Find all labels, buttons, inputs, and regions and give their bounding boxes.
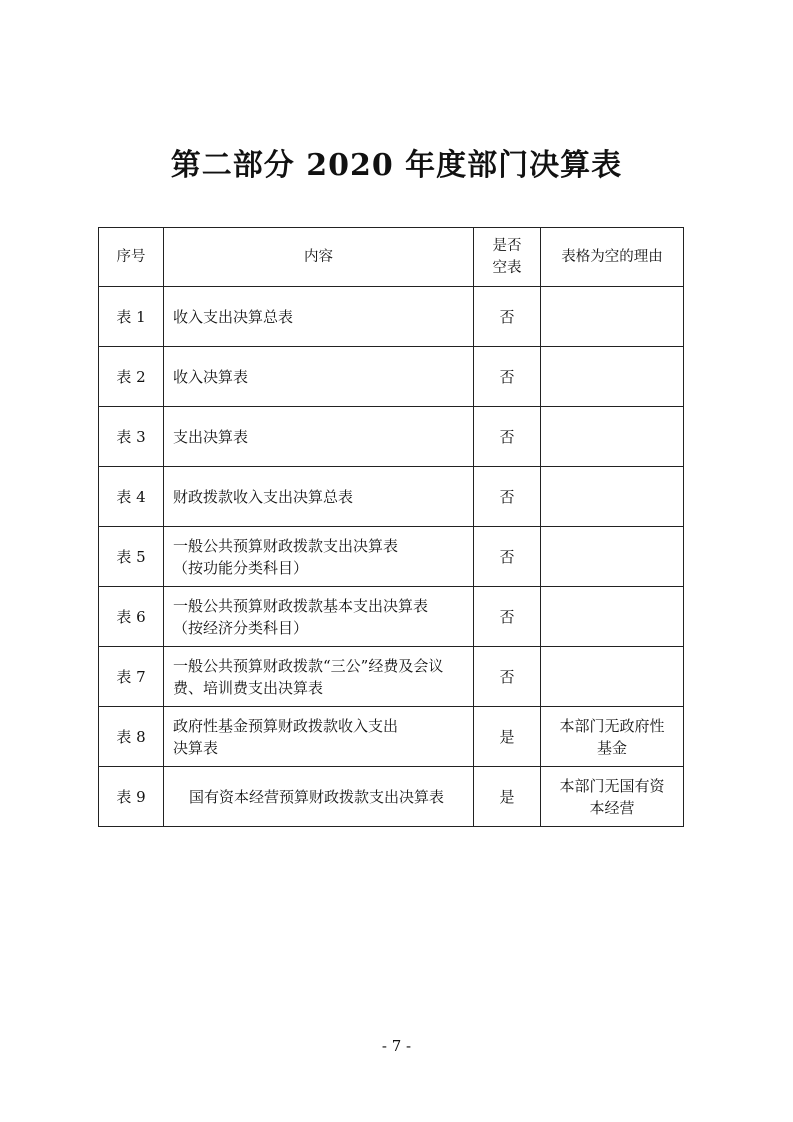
row-seq: 表 6 bbox=[99, 587, 164, 647]
row-content-line1: 收入支出决算总表 bbox=[173, 307, 294, 326]
budget-table bbox=[98, 227, 684, 827]
table-row bbox=[99, 767, 684, 827]
row-content bbox=[164, 587, 474, 647]
row-content-line2: （按经济分类科目） bbox=[173, 618, 309, 637]
row-seq: 表 9 bbox=[99, 767, 164, 827]
row-is-empty: 是 bbox=[474, 707, 541, 767]
row-reason-line1: 本部门无政府性 bbox=[559, 716, 665, 735]
row-content-line2: 费、培训费支出决算表 bbox=[173, 678, 324, 697]
table-row bbox=[99, 287, 684, 347]
row-content-line1: 收入决算表 bbox=[173, 367, 249, 386]
row-seq: 表 5 bbox=[99, 527, 164, 587]
row-content-line1: 一般公共预算财政拨款“三公”经费及会议 bbox=[173, 656, 444, 675]
row-seq: 表 2 bbox=[99, 347, 164, 407]
table-row bbox=[99, 467, 684, 527]
row-reason bbox=[541, 647, 684, 707]
row-content bbox=[164, 287, 474, 347]
page-title: 第二部分 2020 年度部门决算表 bbox=[170, 148, 623, 183]
row-reason-line1: 本部门无国有资 bbox=[559, 776, 665, 795]
row-reason bbox=[541, 707, 684, 767]
row-reason bbox=[541, 467, 684, 527]
row-seq: 表 1 bbox=[99, 287, 164, 347]
row-is-empty: 否 bbox=[474, 647, 541, 707]
row-is-empty: 是 bbox=[474, 767, 541, 827]
row-content-line1: 一般公共预算财政拨款基本支出决算表 bbox=[173, 596, 429, 615]
header-is-empty-line2: 空表 bbox=[492, 260, 522, 276]
row-content bbox=[164, 467, 474, 527]
row-reason-line2: 基金 bbox=[596, 738, 627, 757]
table-row bbox=[99, 587, 684, 647]
row-reason bbox=[541, 587, 684, 647]
row-is-empty: 否 bbox=[474, 587, 541, 647]
row-reason bbox=[541, 767, 684, 827]
table-row bbox=[99, 407, 684, 467]
table-row bbox=[99, 347, 684, 407]
row-reason-line2: 本经营 bbox=[589, 798, 635, 817]
row-content-line1: 支出决算表 bbox=[173, 427, 249, 446]
header-is-empty-line1: 是否 bbox=[492, 238, 522, 254]
table-row bbox=[99, 647, 684, 707]
row-content-line1: 一般公共预算财政拨款支出决算表 bbox=[173, 536, 399, 555]
header-reason: 表格为空的理由 bbox=[541, 228, 684, 287]
table-header-row bbox=[99, 228, 684, 287]
row-content bbox=[164, 527, 474, 587]
row-seq: 表 8 bbox=[99, 707, 164, 767]
row-seq: 表 7 bbox=[99, 647, 164, 707]
row-content bbox=[164, 767, 474, 827]
row-is-empty: 否 bbox=[474, 347, 541, 407]
row-content-line2: 决算表 bbox=[173, 738, 219, 757]
row-seq: 表 3 bbox=[99, 407, 164, 467]
header-content: 内容 bbox=[164, 228, 474, 287]
row-reason bbox=[541, 407, 684, 467]
row-reason bbox=[541, 527, 684, 587]
header-seq: 序号 bbox=[99, 228, 164, 287]
row-content bbox=[164, 647, 474, 707]
row-content-line2: （按功能分类科目） bbox=[173, 558, 309, 577]
row-reason bbox=[541, 347, 684, 407]
page-number: - 7 - bbox=[381, 1037, 412, 1055]
row-is-empty: 否 bbox=[474, 527, 541, 587]
row-content bbox=[164, 707, 474, 767]
table-row bbox=[99, 707, 684, 767]
row-is-empty: 否 bbox=[474, 407, 541, 467]
row-content bbox=[164, 407, 474, 467]
header-is-empty bbox=[474, 228, 541, 287]
row-seq: 表 4 bbox=[99, 467, 164, 527]
row-content bbox=[164, 347, 474, 407]
row-content-line1: 财政拨款收入支出决算总表 bbox=[173, 487, 354, 506]
table-row bbox=[99, 527, 684, 587]
row-content-line1: 政府性基金预算财政拨款收入支出 bbox=[173, 716, 399, 735]
row-is-empty: 否 bbox=[474, 287, 541, 347]
row-reason bbox=[541, 287, 684, 347]
row-is-empty: 否 bbox=[474, 467, 541, 527]
row-content-line1: 国有资本经营预算财政拨款支出决算表 bbox=[188, 787, 444, 806]
